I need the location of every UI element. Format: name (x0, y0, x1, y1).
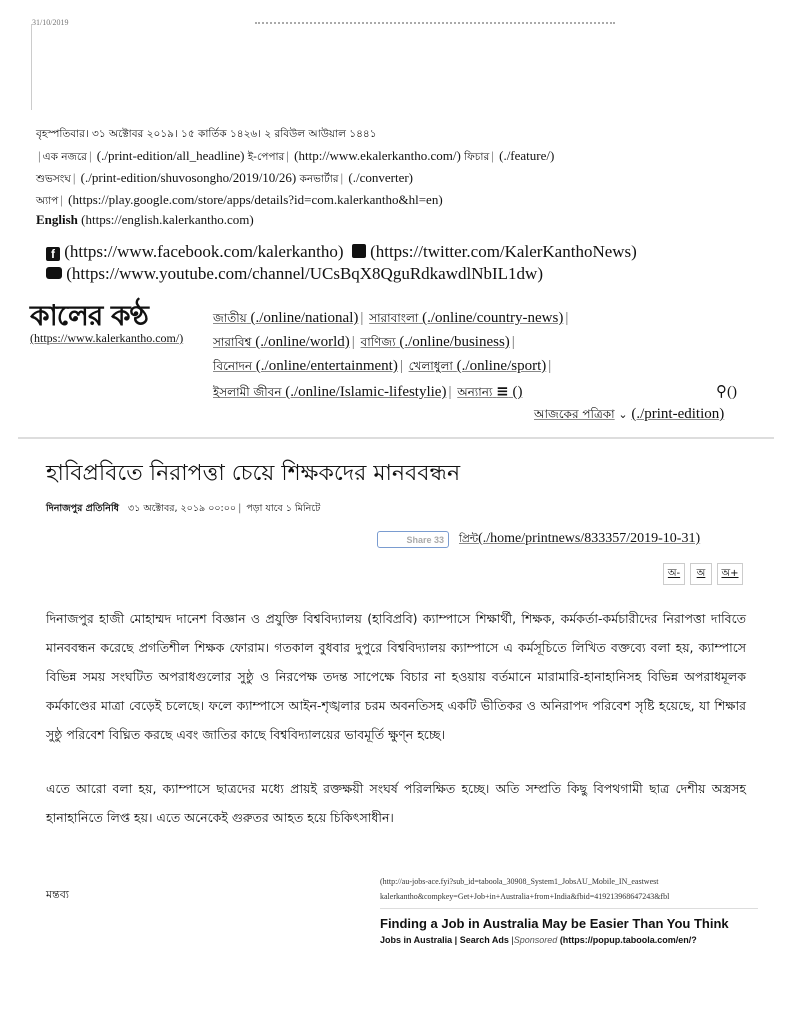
ad-sponsored: Sponsored (513, 935, 558, 945)
share-button[interactable]: Share 33 (377, 531, 449, 548)
article-author: দিনাজপুর প্রতিনিধি (46, 503, 119, 514)
ad-divider (380, 908, 758, 909)
top-links-row-3: অ্যাপ | (https://play.google.com/store/apps/details?id=com.kalerkantho&hl=en) (36, 192, 443, 207)
nav-business[interactable]: বাণিজ্য (./online/business) (360, 334, 510, 350)
ad-source-row: Jobs in Australia | Search Ads |Sponsored (https://popup.taboola.com/en/? (380, 935, 697, 945)
facebook-icon[interactable]: f (46, 247, 60, 261)
read-time: পড়া যাবে ১ মিনিটে (246, 503, 321, 514)
nav-national[interactable]: জাতীয় (./online/national) (213, 310, 359, 326)
link-english-url[interactable]: (https://english.kalerkantho.com) (81, 212, 254, 227)
ad-title[interactable]: Finding a Job in Australia May be Easier Than You Think (380, 916, 729, 931)
nav-row-1: জাতীয় (./online/national) | সারাবাংলা (./online/country-news) | (213, 310, 569, 326)
comments-heading: মন্তব্য (46, 888, 70, 901)
article-title: হাবিপ্রবিতে নিরাপত্তা চেয়ে শিক্ষকদের মানববন্ধন (46, 461, 461, 486)
chevron-down-icon: ⌄ (618, 409, 628, 421)
link-ek-nojore-url[interactable]: (./print-edition/all_headline) (96, 148, 245, 163)
font-reset-button[interactable]: অ (690, 563, 712, 585)
dateline: বৃহস্পতিবার। ৩১ অক্টোবর ২০১৯। ১৫ কার্তিক ১৪২৬। ২ রবিউল আউয়াল ১৪৪১ (36, 128, 377, 140)
article-date: ৩১ অক্টোবর, ২০১৯ ০০:০০ (128, 503, 237, 514)
nav-islamic-lifestyle[interactable]: ইসলামী জীবন (./online/Islamic-lifestylie) (213, 384, 447, 400)
youtube-icon[interactable] (46, 267, 62, 279)
link-feature[interactable]: ফিচার (464, 151, 490, 163)
nav-row-2: সারাবিশ্ব (./online/world) | বাণিজ্য (./online/business) | (213, 334, 515, 350)
twitter-link[interactable]: (https://twitter.com/KalerKanthoNews) (370, 242, 637, 261)
logo[interactable]: কালের কণ্ঠ (30, 299, 148, 332)
link-ek-nojore[interactable]: এক নজরে (42, 151, 87, 163)
nav-sport[interactable]: খেলাধুলা (./online/sport) (408, 358, 547, 374)
article-paragraph: দিনাজপুর হাজী মোহাম্মদ দানেশ বিজ্ঞান ও প্রযুক্তি বিশ্ববিদ্যালয় (হাবিপ্রবি) ক্যাম্পাসে শিক্ষার্থী, শিক্ষক, কর্মকর্তা-কর্মচারীদের নিরাপত্তা দাবিতে মানববন্ধন করেছে প্রগতিশীল শিক্ষক ফোরাম। গতকাল বুধবার দুপুরে বিশ্ববিদ্যালয় ক্যাম্পাসে এ কর্মসূচিতে লিখিত বক্তব্যে বলা হয়, ক্যাম্পাসে বিভিন্ন সময় সংঘটিত অপরাধগুলোর সুষ্ঠু ও নিরপেক্ষ তদন্ত সাপেক্ষে বিচার না হওয়ায় বর্তমানে মারামারি-হানাহানিসহ বিভিন্ন অপরাধমূলক কর্মকাণ্ডের মাত্রা বেড়েই চলেছে। ফলে ক্যাম্পাসে আইন-শৃঙ্খলার চরম অবনতিসহ একটি ভীতিকর ও অনিরাপদ পরিবেশ সৃষ্টি হয়েছে, যা শিক্ষার সুষ্ঠু পরিবেশ বিঘ্নিত করছে এবং জাতির কাছে বিশ্ববিদ্যালয়ের ভাবমূর্তি ক্ষুণ্ন হচ্ছে। (46, 611, 746, 742)
top-links-row-4 (36, 212, 254, 228)
link-feature-url[interactable]: (./feature/) (499, 148, 555, 163)
nav-row-4: ইসলামী জীবন (./online/Islamic-lifestylie) | অন্যান্য ≡ () (213, 382, 523, 400)
hamburger-icon: ≡ (496, 382, 509, 400)
divider (18, 437, 774, 439)
link-english[interactable]: English (36, 212, 78, 227)
top-links-row-1: | এক নজরে | (./print-edition/all_headline) ই-পেপার | (http://www.ekalerkantho.com/) ফিচার | (./feature/) (38, 148, 555, 163)
article-meta: দিনাজপুর প্রতিনিধি ৩১ অক্টোবর, ২০১৯ ০০:০০ | পড়া যাবে ১ মিনিটে (46, 503, 321, 514)
link-epaper[interactable]: ই-পেপার (247, 151, 285, 163)
print-date: 31/10/2019 (32, 18, 69, 27)
search-button[interactable]: ⚲() (716, 382, 737, 400)
today-paper-link[interactable]: আজকের পত্রিকা ⌄ (./print-edition) (534, 406, 725, 422)
link-app[interactable]: অ্যাপ (36, 195, 59, 207)
nav-world[interactable]: সারাবিশ্ব (./online/world) (213, 334, 350, 350)
youtube-link[interactable]: (https://www.youtube.com/channel/UCsBqX8QguRdkawdlNbIL1dw) (66, 264, 543, 283)
link-converter-url[interactable]: (./converter) (348, 170, 413, 185)
logo-url[interactable]: (https://www.kalerkantho.com/) (30, 331, 184, 345)
ad-sponsored-link[interactable]: (https://popup.taboola.com/en/? (559, 935, 697, 945)
nav-entertainment[interactable]: বিনোদন (./online/entertainment) (213, 358, 398, 374)
top-links-row-2: শুভসংঘ | (./print-edition/shuvosongho/2019/10/26) কনভার্টার | (./converter) (36, 170, 413, 185)
margin-line (31, 24, 32, 110)
facebook-link[interactable]: (https://www.facebook.com/kalerkantho) (64, 242, 344, 261)
print-title-blurred (255, 22, 615, 25)
ad-url-line-1[interactable]: (http://au-jobs-ace.fyi?sub_id=taboola_30908_System1_JobsAU_Mobile_IN_eastwest (380, 877, 659, 886)
link-app-url[interactable]: (https://play.google.com/store/apps/details?id=com.kalerkantho&hl=en) (68, 192, 443, 207)
link-shuvosongho-url[interactable]: (./print-edition/shuvosongho/2019/10/26) (80, 170, 297, 185)
print-link[interactable]: প্রিন্ট(./home/printnews/833357/2019-10-31) (459, 531, 701, 546)
nav-others[interactable]: অন্যান্য ≡ () (457, 382, 523, 400)
search-icon: ⚲ (716, 382, 727, 400)
article-paragraph: এতে আরো বলা হয়, ক্যাম্পাসে ছাত্রদের মধ্যে প্রায়ই রক্তক্ষয়ী সংঘর্ষ পরিলক্ষিত হচ্ছে। অতি সম্প্রতি কিছু বিপথগামী ছাত্র দেশীয় অস্ত্রসহ হানাহানিতে লিপ্ত হয়। এতে অনেকেই গুরুতর আহত হয়ে চিকিৎসাধীন। (46, 781, 746, 825)
social-row-2 (46, 264, 543, 284)
social-row-1 (46, 242, 637, 262)
ad-url-line-2[interactable]: kalerkantho&compkey=Get+Job+in+Australia+from+India&fbid=419213968647243&fbl (380, 892, 670, 901)
font-decrease-button[interactable]: অ- (663, 563, 685, 585)
nav-country-news[interactable]: সারাবাংলা (./online/country-news) (369, 310, 564, 326)
nav-row-3: বিনোদন (./online/entertainment) | খেলাধুলা (./online/sport) | (213, 358, 552, 374)
link-shuvosongho[interactable]: শুভসংঘ (36, 173, 71, 185)
font-increase-button[interactable]: অ+ (717, 563, 743, 585)
link-converter[interactable]: কনভার্টার (299, 173, 339, 185)
twitter-icon[interactable] (352, 244, 366, 258)
link-epaper-url[interactable]: (http://www.ekalerkantho.com/) (294, 148, 461, 163)
ad-source: Jobs in Australia | Search Ads (380, 935, 509, 945)
